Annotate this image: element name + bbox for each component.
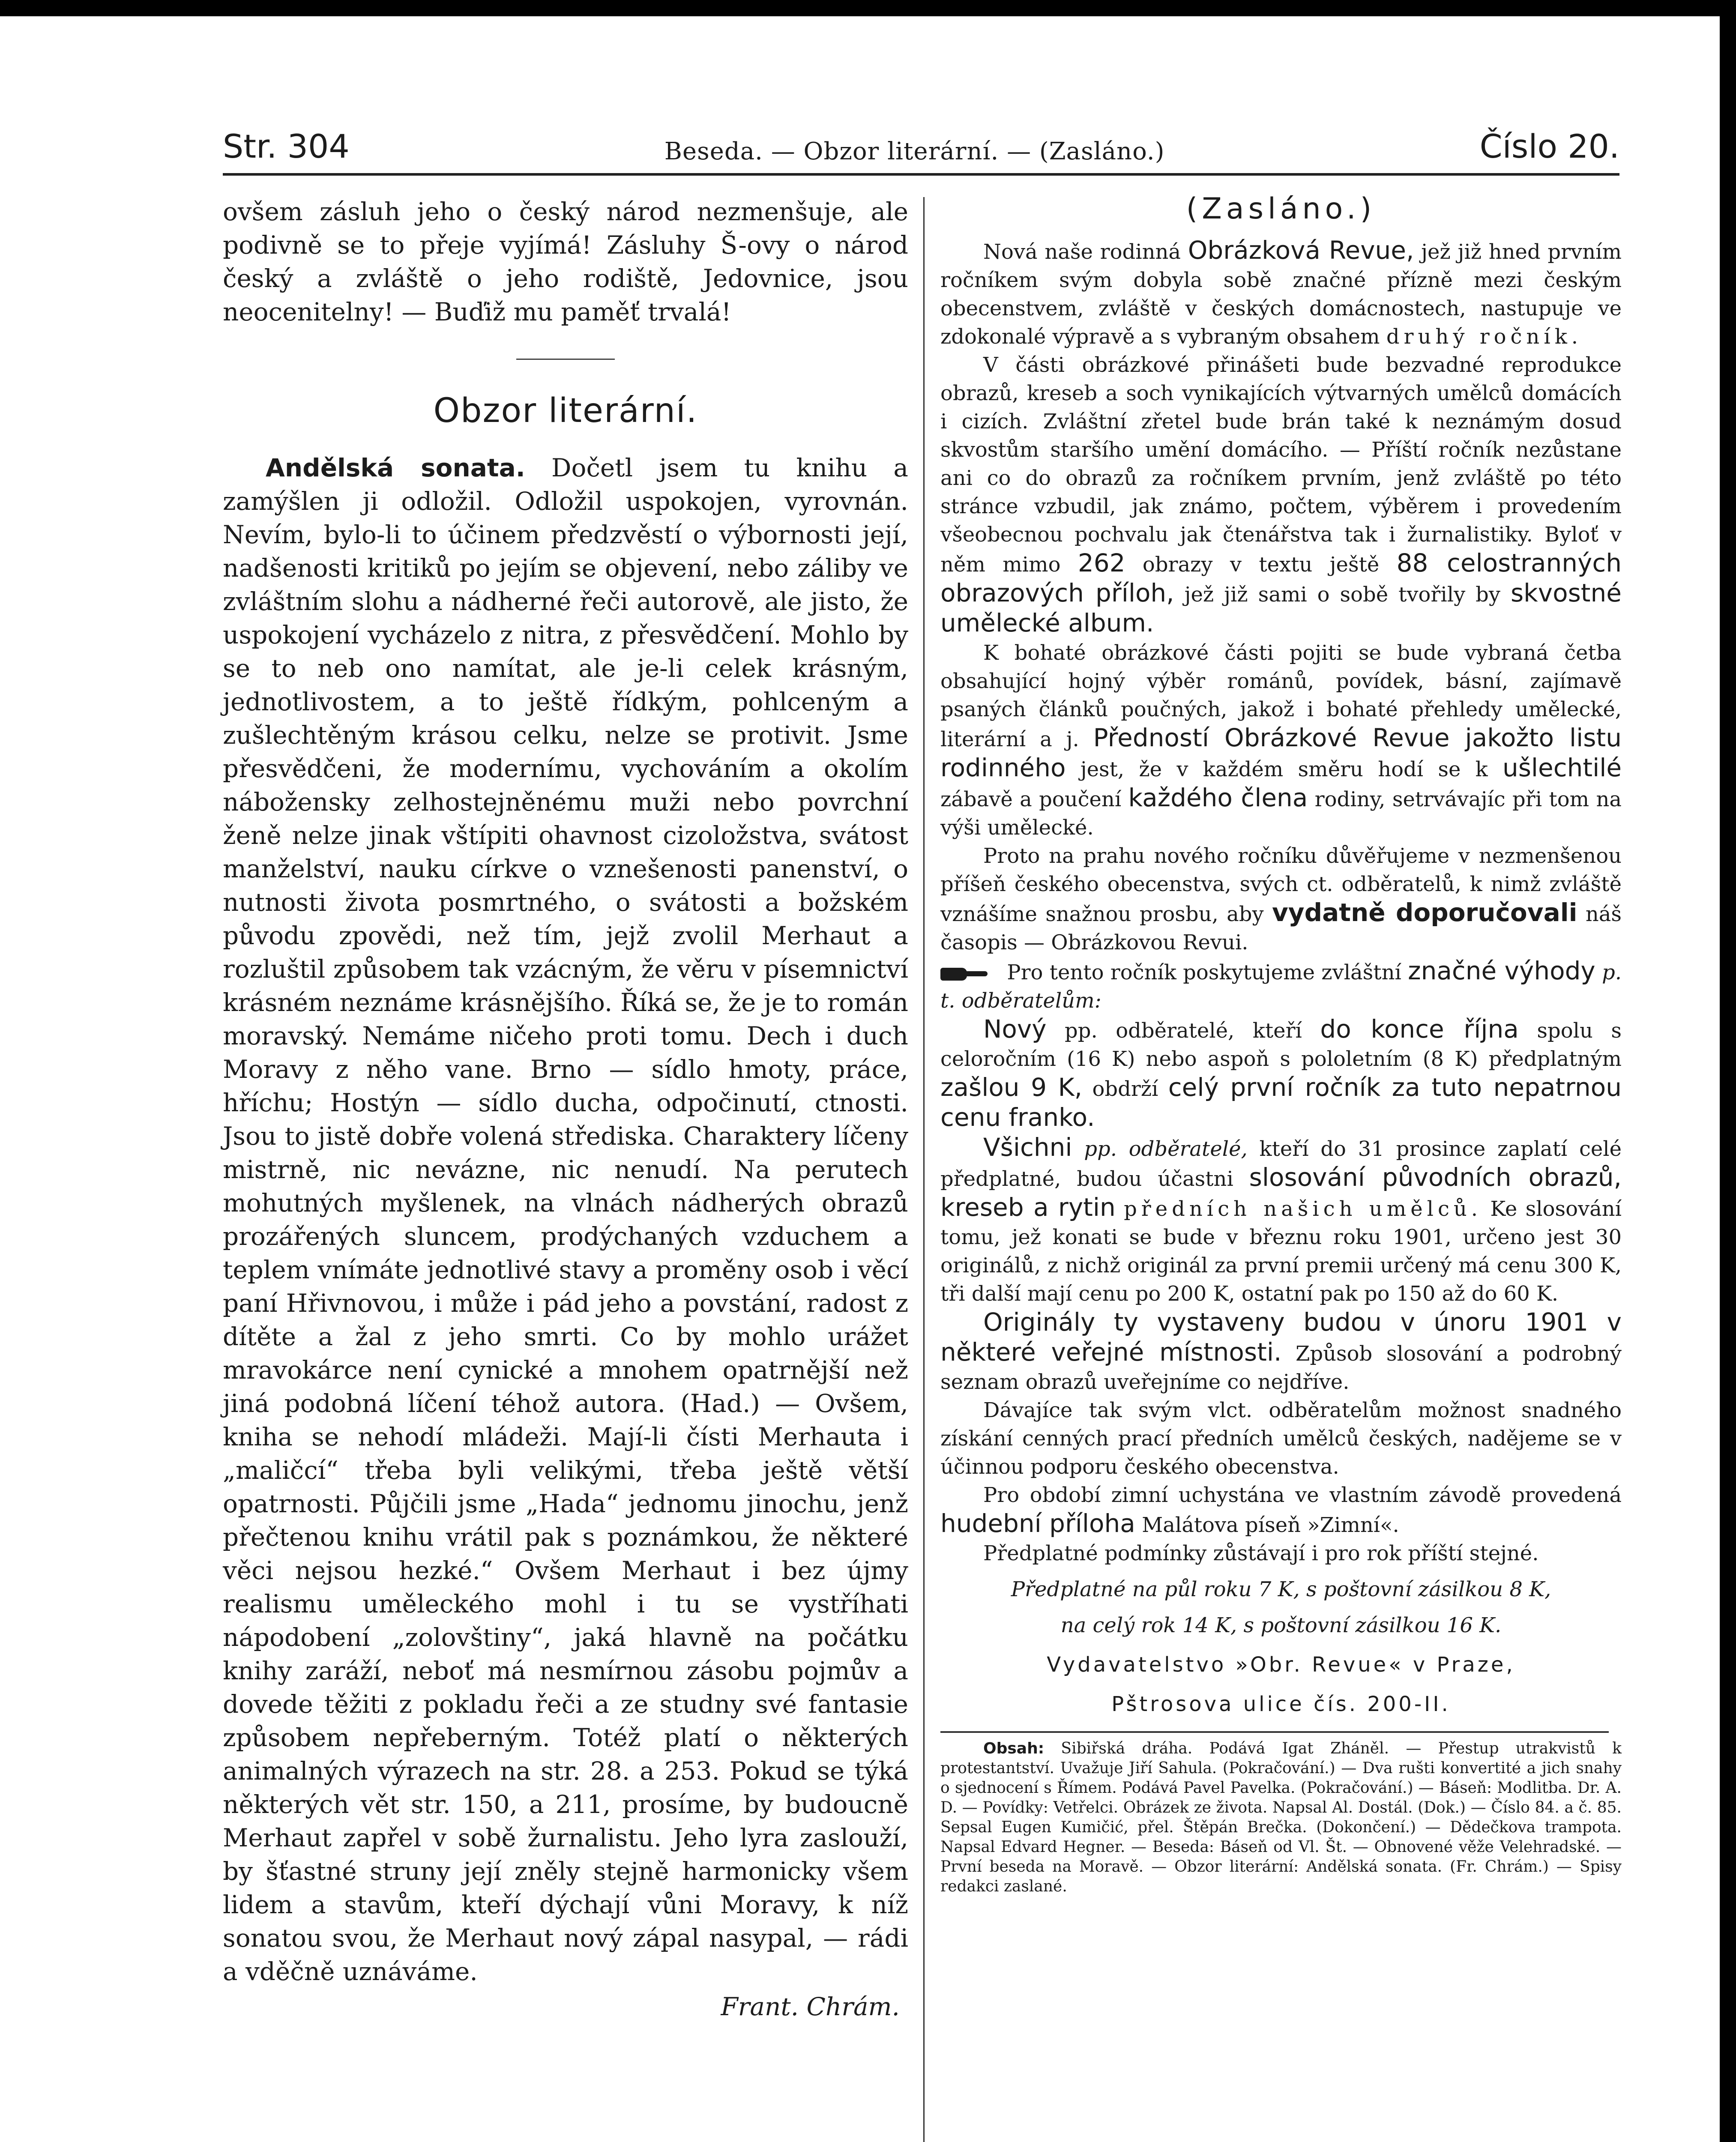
ad-paragraph-2 [940,351,1622,639]
magazine-name: Obrázková Revue, [1188,236,1414,265]
ad-paragraph-8 [940,1308,1622,1396]
ad-text: jež již sami o sobě tvořily by [1184,583,1500,607]
ad-paragraph-11: Předplatné podmínky zůstávají i pro rok příští stejné. [983,1541,1539,1565]
ad-text: V části obrázkové přinášeti bude bezvadné reprodukce obrazů, kreseb a soch vynikajících výtvarných umělců domácích i cizích. Zvláštní zřetel bude brán také k neznámým dosud skvostům staršího umění domácího. — Příští ročník nezůstane ani co do obrazů za ročníkem prvním, jenž zvláště po této stránce vzbudil, jak známo, počtem, výběrem i provedením všeobecnou pochvalu jak čtenářstva tak i žurnalistiky. Byloť v něm mimo [940,353,1622,577]
ad-emphasis: zašlou 9 K, [940,1073,1083,1102]
review-signature: Frant. Chrám. [721,1992,900,2021]
ad-emphasis: do konce října [1320,1014,1519,1044]
review-paragraph [223,451,908,1988]
ad-emphasis: Všichni [983,1133,1072,1162]
ad-paragraph-4 [940,842,1622,957]
ad-paragraph-6 [940,1015,1622,1133]
ad-text: obdrží [1092,1077,1158,1101]
column-divider [923,197,925,2142]
ad-emphasis: celý první ročník za tuto nepatrnou cenu franko. [940,1073,1622,1132]
page-header [223,120,1619,176]
review-title: Andělská sonata. [266,453,525,482]
publisher-line-1: Vydavatelstvo »Obr. Revue« v Praze, [1047,1653,1515,1677]
ad-text: jest, že v každém směru hodí se k [1080,757,1488,781]
ad-text: Pro tento ročník poskytujeme zvláštní [1007,960,1401,984]
ad-emphasis: skvostné umělecké album. [940,578,1622,637]
issue-number: Číslo 20. [1479,127,1619,165]
left-column [223,195,908,2023]
contents-label: Obsah: [983,1740,1045,1757]
ad-text: obrazy v textu ještě [1142,553,1380,577]
pointing-hand-icon [940,966,988,982]
ad-text: spolu s celoročním (16 K) nebo aspoň s pololetním (8 K) předplatným [940,1019,1622,1071]
ad-text-spaced: předních našich umělců. [1124,1197,1482,1221]
running-title: Beseda. — Obzor literární. — (Zasláno.) [664,138,1165,165]
ad-text-italic: pp. odběratelé, [1084,1137,1248,1161]
ad-text: rodiny, setrvávajíc při tom na výši umělecké. [940,787,1622,840]
ad-emphasis: vydatně doporučovali [1272,898,1577,927]
ad-emphasis: Nový [983,1014,1047,1044]
ad-text-italic: p. t. odběratelům: [940,960,1622,1013]
contents-divider [940,1731,1609,1733]
ad-text: pp. odběratelé, kteří [1065,1019,1302,1043]
scan-border-right [1720,0,1736,2142]
ad-emphasis: slosování původních obrazů, kreseb a rytin [940,1163,1622,1222]
ad-paragraph-1 [940,236,1622,351]
ad-emphasis: ušlechtilé [1502,753,1622,782]
ad-emphasis: značné výhody [1408,956,1595,985]
ad-text: náš časopis — Obrázkovou Revui. [940,902,1622,954]
ad-emphasis: každého člena [1128,783,1308,812]
section-divider [516,359,615,360]
zaslano-title: (Zasláno.) [1186,192,1376,226]
ad-emphasis: hudební příloha [940,1509,1135,1538]
publisher-line-2: Pštrosova ulice čís. 200-II. [1111,1692,1451,1716]
ad-text: kteří do 31 prosince zaplatí celé předplatné, budou účastni [940,1137,1622,1191]
intro-paragraph: ovšem zásluh jeho o český národ nezmenšuje, ale podivně se to přeje vyjímá! Zásluhy Š-ovy o národ český a zvláště o jeho rodiště, Jedovnice, jsou neocenitelny! — Buďiž mu paměť trvalá! [223,197,908,326]
ad-emphasis: Originály ty vystaveny budou v únoru 1901 v některé veřejné místnosti. [940,1307,1622,1367]
ad-emphasis: 88 celostranných obrazových příloh, [940,548,1622,607]
ad-paragraph-10 [940,1481,1622,1539]
contents-text: Sibiřská dráha. Podává Igat Zháněl. — Přestup utrakvistů k protestantství. Uvažuje Jiří Sahula. (Pokračování.) — Dva rušti konvertité a jich snahy o sjednocení s Římem. Podává Pavel Pavelka. (Pokračování.) — Báseň: Modlitba. Dr. A. D. — Povídky: Vetřelci. Obrázek ze života. Napsal Al. Dostál. (Dok.) — Číslo 84. a č. 85. Sepsal Eugen Kumičić, přel. Štěpán Brečka. (Dokončení.) — Dědečkova trampota. Napsal Edvard Hegner. — Beseda: Báseň od Vl. Št. — Obnovené věže Velehradské. — První beseda na Moravě. — Obzor literární: Andělská sonata. (Fr. Chrám.) — Spisy redakci zaslané. [940,1740,1622,1895]
price-line-2: na celý rok 14 K, s poštovní zásilkou 16 K. [1060,1613,1502,1637]
image-count: 262 [1078,548,1125,577]
ad-text-spaced: druhý ročník. [1386,325,1583,349]
ad-text: Proto na prahu nového ročníku důvěřujeme v nezmenšenou příšeň českého obecenstva, svých ct. odběratelů, k nimž zvláště vznášíme snažnou prosbu, aby [940,844,1622,926]
ad-text: Pro období zimní uchystána ve vlastním závodě provedená [983,1483,1622,1507]
ad-emphasis: Předností Obrázkové Revue jakožto listu rodinného [940,723,1622,782]
ad-paragraph-5 [940,957,1622,1015]
ad-text: Ke slosování tomu, jež konati se bude v březnu roku 1901, určeno jest 30 originálů, z nichž originál za první premii určený má cenu 300 K, tři další mají cenu po 200 K, ostatní pak po 150 až do 60 K. [940,1197,1622,1306]
ad-text: K bohaté obrázkové části pojiti se bude vybraná četba obsahující hojný výběr románů, povídek, básní, zajímavě psaných článků poučných, jakož i bohaté přehledy umělecké, literární a j. [940,641,1622,751]
ad-text: zábavě a poučení [940,787,1122,811]
table-of-contents [940,1739,1622,1897]
ad-paragraph-7 [940,1133,1622,1308]
price-line-1: Předplatné na půl roku 7 K, s poštovní zásilkou 8 K, [1011,1577,1551,1601]
ad-text: Malátova píseň »Zimní«. [1142,1513,1399,1537]
ad-paragraph-9: Dávajíce tak svým vlct. odběratelům možnost snadného získání cenných prací předních umělců českých, nadějeme se v účinnou podporu českého obecenstva. [940,1398,1622,1479]
right-column [940,192,1622,1897]
ad-text: jež již hned prvním ročníkem svým dobyla sobě značné přízně mezi českým obecenstvem, zvláště v českých domácnostech, nastupuje ve zdokonalé výpravě a s vybraným obsahem [940,240,1622,349]
scan-border-top [0,0,1736,16]
page-number: Str. 304 [223,127,350,165]
section-title: Obzor literární. [433,392,698,430]
review-text: Dočetl jsem tu knihu a zamýšlen ji odložil. Odložil uspokojen, vyrovnán. Nevím, bylo-li to účinem předzvěstí o výbornosti její, nadšenosti kritiků po jejím se objevení, nebo záliby ve zvláštním slohu a nádherné řeči autorově, ale jisto, že uspokojení vycházelo z nitra, z přesvědčení. Mohlo by se to neb ono namítat, ale je-li celek krásným, jednotlivostem, a to ještě řídkým, pohlceným a zušlechtěným krásou celku, nelze se protivit. Jsme přesvědčeni, že modernímu, vychováním a okolím nábožensky zelhostejněnému muži nebo povrchní ženě nelze jinak vštípiti ohavnost cizoložstva, svátost manželství, nauku církve o vznešenosti panenství, o nutnosti života posmrtného, o svátosti a božském původu zpovědi, než tím, jejž zvolil Merhaut a rozluštil způsobem tak vzácným, že věru v písemnictví krásném neznáme krásnějšího. Říká se, že je to román moravský. Nemáme ničeho proti tomu. Dech i duch Moravy z něho vane. Brno — sídlo hmoty, práce, hříchu; Hostýn — sídlo ducha, odpočinutí, ctnosti. Jsou to jistě dobře volená střediska. Charaktery líčeny mistrně, nic nevázne, nic nenudí. Na perutech mohutných myšlenek, na vlnách nádherých obrazů prozářených sluncem, prodýchaných vzduchem a teplem vnímáte jednotlivé stavy a proměny osob i věcí paní Hřivnovou, i může i pád jeho a povstání, radost z dítěte a žal z jeho smrti. Co by mohlo urážet mravokárce není cynické a mnohem opatrnější než jiná podobná líčení téhož autora. (Had.) — Ovšem, kniha se nehodí mládeži. Mají-li čísti Merhauta i „maličcí“ třeba byli velikými, třeba ještě větší opatrnosti. Půjčili jsme „Hada“ jednomu jinochu, jenž přečtenou knihu vrátil pak s poznámkou, že některé věci nejsou hezké.“ Ovšem Merhaut i bez újmy realismu uměleckého mohl i tu se vystříhati nápodobení „zolovštiny“, jaká hlavně na počátku knihy zaráží, neboť má nesmírnou zásobu pojmův a dovede těžiti z pokladu řeči a ze studny své fantasie způsobem nepřeberným. Totéž platí o některých animalných výrazech na str. 28. a 253. Pokud se týká některých vět str. 150, a 211, prosíme, by budoucně Merhaut zapřel v sobě žurnalistu. Jeho lyra zaslouží, by šťastné struny její zněly stejně harmonicky všem lidem a stavům, kteří dýchají vůni Moravy, k níž sonatou svou, že Merhaut nový zápal nasypal, — rádi a vděčně uznáváme. [223,453,909,1986]
ad-text: Způsob slosování a podrobný seznam obrazů uveřejníme co nejdříve. [940,1342,1622,1394]
ad-text: Nová naše rodinná [983,240,1181,264]
ad-paragraph-3 [940,639,1622,842]
